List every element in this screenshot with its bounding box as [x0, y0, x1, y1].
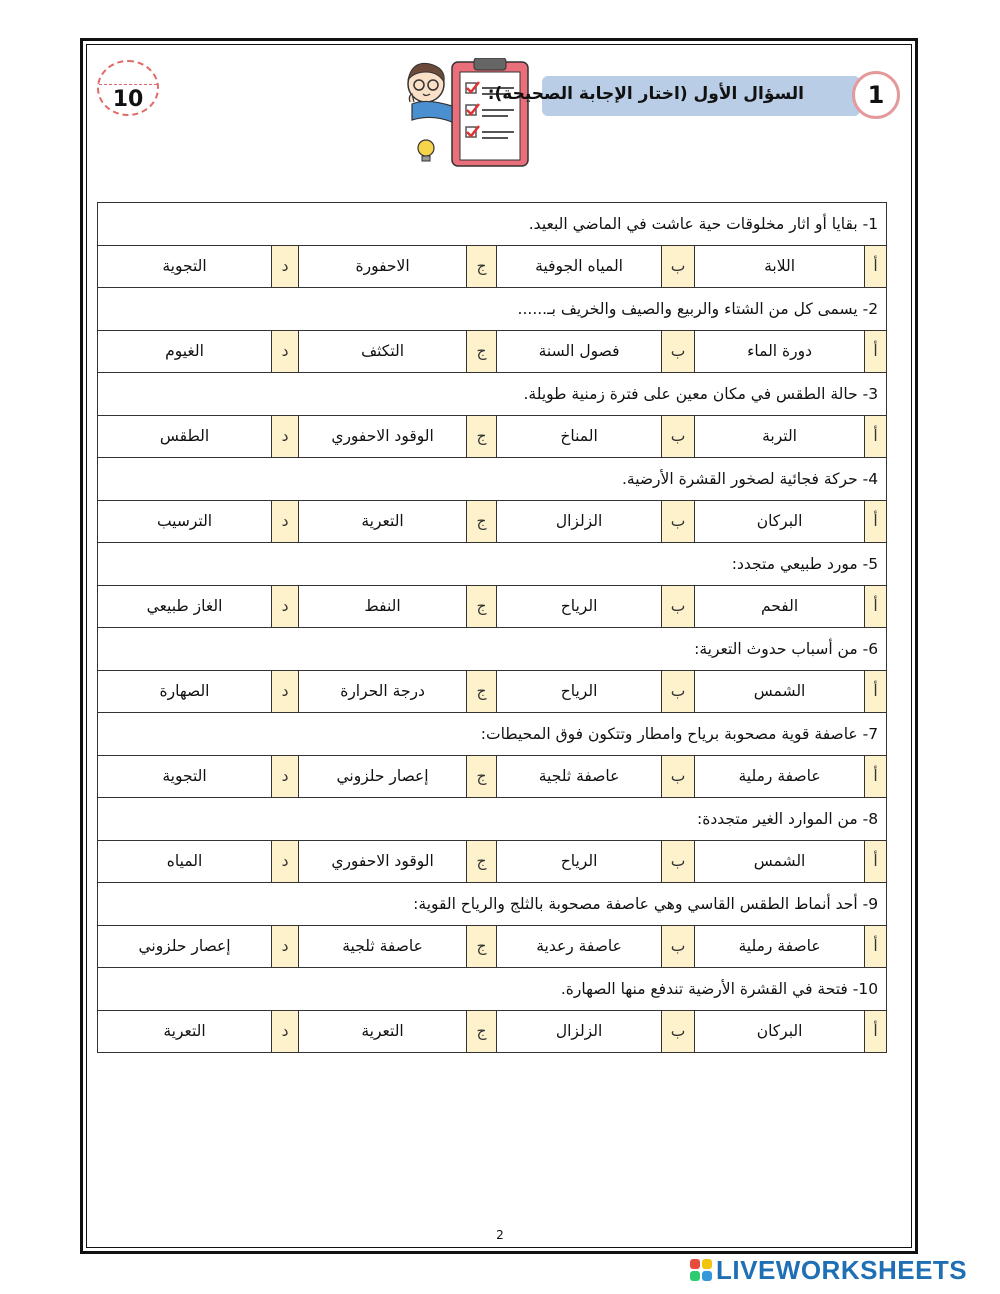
option-d[interactable]: التعرية [98, 1010, 272, 1053]
option-letter-c: ج [467, 925, 497, 968]
page-number: 2 [496, 1228, 504, 1242]
option-letter-d: د [272, 840, 299, 883]
option-b[interactable]: الزلزال [497, 1010, 662, 1053]
option-letter-a: أ [865, 670, 887, 713]
option-b[interactable]: الرياح [497, 670, 662, 713]
option-a[interactable]: دورة الماء [695, 330, 865, 373]
option-letter-b: ب [662, 755, 695, 798]
option-c[interactable]: عاصفة ثلجية [299, 925, 467, 968]
option-letter-b: ب [662, 1010, 695, 1053]
option-letter-a: أ [865, 245, 887, 288]
option-letter-d: د [272, 925, 299, 968]
option-b[interactable]: الرياح [497, 840, 662, 883]
option-letter-b: ب [662, 415, 695, 458]
option-letter-a: أ [865, 330, 887, 373]
options-row [98, 500, 887, 543]
option-letter-a: أ [865, 755, 887, 798]
question-text: 1- بقايا أو اثار مخلوقات حية عاشت في الماضي البعيد. [98, 203, 887, 246]
logo-square-green [690, 1271, 700, 1281]
option-b[interactable]: المياه الجوفية [497, 245, 662, 288]
option-letter-d: د [272, 500, 299, 543]
question-banner [487, 76, 860, 116]
option-letter-c: ج [467, 840, 497, 883]
options-row [98, 415, 887, 458]
question-text: 9- أحد أنماط الطقس القاسي وهي عاصفة مصحوبة بالثلج والرياح القوية: [98, 883, 887, 926]
option-a[interactable]: اللابة [695, 245, 865, 288]
option-c[interactable]: النفط [299, 585, 467, 628]
question-text: 8- من الموارد الغير متجددة: [98, 798, 887, 841]
option-letter-c: ج [467, 245, 497, 288]
option-d[interactable]: الترسيب [98, 500, 272, 543]
option-d[interactable]: إعصار حلزوني [98, 925, 272, 968]
options-row [98, 1010, 887, 1053]
option-letter-a: أ [865, 585, 887, 628]
question-row [98, 713, 887, 756]
option-letter-c: ج [467, 500, 497, 543]
option-c[interactable]: الوقود الاحفوري [299, 415, 467, 458]
question-text: 7- عاصفة قوية مصحوبة برياح وامطار وتتكون فوق المحيطات: [98, 713, 887, 756]
option-a[interactable]: عاصفة رملية [695, 925, 865, 968]
options-row [98, 670, 887, 713]
option-d[interactable]: التجوية [98, 245, 272, 288]
option-d[interactable]: الغاز طبيعي [98, 585, 272, 628]
option-a[interactable]: عاصفة رملية [695, 755, 865, 798]
option-letter-c: ج [467, 670, 497, 713]
option-letter-b: ب [662, 245, 695, 288]
option-letter-a: أ [865, 415, 887, 458]
options-row [98, 585, 887, 628]
option-letter-b: ب [662, 330, 695, 373]
option-letter-d: د [272, 670, 299, 713]
option-a[interactable]: الشمس [695, 840, 865, 883]
teacher-clipboard-illustration [402, 58, 532, 168]
question-row [98, 883, 887, 926]
question-title: السؤال الأول (اختار الإجابة الصحيحة): [487, 84, 804, 104]
option-b[interactable]: فصول السنة [497, 330, 662, 373]
question-row [98, 798, 887, 841]
option-b[interactable]: الرياح [497, 585, 662, 628]
option-d[interactable]: الصهارة [98, 670, 272, 713]
question-text: 2- يسمى كل من الشتاء والربيع والصيف والخريف بـ...... [98, 288, 887, 331]
option-letter-a: أ [865, 1010, 887, 1053]
question-text: 6- من أسباب حدوث التعرية: [98, 628, 887, 671]
option-letter-c: ج [467, 1010, 497, 1053]
option-b[interactable]: عاصفة رعدية [497, 925, 662, 968]
question-row [98, 373, 887, 416]
question-number-badge: 1 [852, 71, 900, 119]
question-text: 4- حركة فجائية لصخور القشرة الأرضية. [98, 458, 887, 501]
question-row [98, 968, 887, 1011]
option-d[interactable]: التجوية [98, 755, 272, 798]
option-letter-d: د [272, 415, 299, 458]
question-text: 10- فتحة في القشرة الأرضية تندفع منها الصهارة. [98, 968, 887, 1011]
logo-square-yellow [702, 1259, 712, 1269]
option-b[interactable]: عاصفة ثلجية [497, 755, 662, 798]
quiz-table [97, 202, 887, 1053]
liveworksheets-logo-icon [690, 1259, 712, 1281]
option-d[interactable]: المياه [98, 840, 272, 883]
option-letter-b: ب [662, 670, 695, 713]
option-a[interactable]: الشمس [695, 670, 865, 713]
liveworksheets-watermark [690, 1256, 967, 1284]
liveworksheets-wordmark: LIVEWORKSHEETS [716, 1254, 968, 1285]
options-row [98, 330, 887, 373]
option-c[interactable]: التكثف [299, 330, 467, 373]
option-letter-c: ج [467, 585, 497, 628]
option-letter-a: أ [865, 500, 887, 543]
option-letter-b: ب [662, 840, 695, 883]
option-c[interactable]: إعصار حلزوني [299, 755, 467, 798]
option-letter-d: د [272, 245, 299, 288]
options-row [98, 925, 887, 968]
option-letter-b: ب [662, 585, 695, 628]
option-letter-d: د [272, 585, 299, 628]
option-letter-d: د [272, 1010, 299, 1053]
options-row [98, 840, 887, 883]
option-letter-c: ج [467, 415, 497, 458]
option-d[interactable]: الطقس [98, 415, 272, 458]
option-a[interactable]: التربة [695, 415, 865, 458]
question-row [98, 288, 887, 331]
question-text: 3- حالة الطقس في مكان معين على فترة زمنية طويلة. [98, 373, 887, 416]
option-b[interactable]: المناخ [497, 415, 662, 458]
logo-square-red [690, 1259, 700, 1269]
option-c[interactable]: الاحفورة [299, 245, 467, 288]
option-letter-c: ج [467, 755, 497, 798]
option-letter-d: د [272, 330, 299, 373]
score-circle [97, 60, 159, 116]
option-a[interactable]: البركان [695, 500, 865, 543]
question-row [98, 543, 887, 586]
question-row [98, 458, 887, 501]
option-letter-a: أ [865, 925, 887, 968]
option-letter-b: ب [662, 500, 695, 543]
score-value: 10 [112, 87, 144, 112]
option-c[interactable]: التعرية [299, 1010, 467, 1053]
question-text: 5- مورد طبيعي متجدد: [98, 543, 887, 586]
option-d[interactable]: الغيوم [98, 330, 272, 373]
question-row [98, 203, 887, 246]
logo-square-blue [702, 1271, 712, 1281]
option-c[interactable]: درجة الحرارة [299, 670, 467, 713]
question-row [98, 628, 887, 671]
options-row [98, 755, 887, 798]
option-b[interactable]: الزلزال [497, 500, 662, 543]
option-a[interactable]: البركان [695, 1010, 865, 1053]
option-c[interactable]: الوقود الاحفوري [299, 840, 467, 883]
option-letter-a: أ [865, 840, 887, 883]
option-letter-b: ب [662, 925, 695, 968]
option-c[interactable]: التعرية [299, 500, 467, 543]
option-letter-c: ج [467, 330, 497, 373]
option-a[interactable]: الفحم [695, 585, 865, 628]
options-row [98, 245, 887, 288]
score-divider [99, 84, 157, 85]
option-letter-d: د [272, 755, 299, 798]
